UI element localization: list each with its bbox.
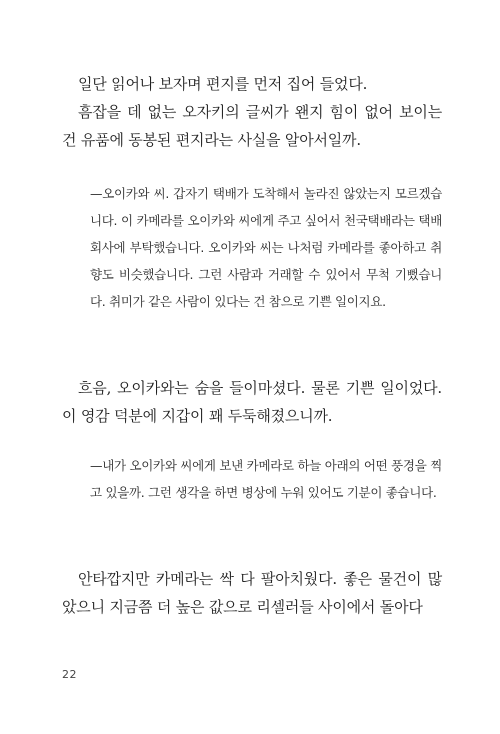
narrative-block-1 (62, 70, 442, 154)
page-number: 22 (62, 668, 77, 681)
narrative-paragraph: 흐음, 오이카와는 숨을 들이마셨다. 물론 기쁜 일이었다. 이 영감 덕분에 지갑이 꽤 두둑해졌으니까. (62, 379, 442, 425)
narrative-block-2 (62, 374, 442, 430)
narrative-block-3 (62, 565, 442, 621)
letter-paragraph: —내가 오이카와 씨에게 보낸 카메라로 하늘 아래의 어떤 풍경을 찍고 있을까. 그런 생각을 하면 병상에 누워 있어도 기분이 좋습니다. (90, 458, 442, 500)
letter-quote-block-2 (90, 452, 442, 506)
narrative-paragraph: 흠잡을 데 없는 오자키의 글씨가 왠지 힘이 없어 보이는 건 유품에 동봉된 편지라는 사실을 알아서일까. (62, 103, 442, 149)
narrative-paragraph: 일단 읽어나 보자며 편지를 먼저 집어 들었다. (78, 75, 368, 93)
narrative-paragraph: 안타깝지만 카메라는 싹 다 팔아치웠다. 좋은 물건이 많았으니 지금쯤 더 높은 값으로 리셀러들 사이에서 돌아다 (62, 570, 442, 616)
letter-paragraph: —오이카와 씨. 갑자기 택배가 도착해서 놀라진 않았는지 모르겠습니다. 이 카메라를 오이카와 씨에게 주고 싶어서 천국택배라는 택배 회사에 부탁했습니다. 오이카와 씨는 나처럼 카메라를 좋아하고 취향도 비슷했습니다. 그런 사람과 거래할 수 있어서 무척 기뻤습니다. 취미가 같은 사람이 있다는 건 참으로 기쁜 일이지요. (90, 186, 442, 309)
letter-quote-block-1 (90, 180, 442, 315)
